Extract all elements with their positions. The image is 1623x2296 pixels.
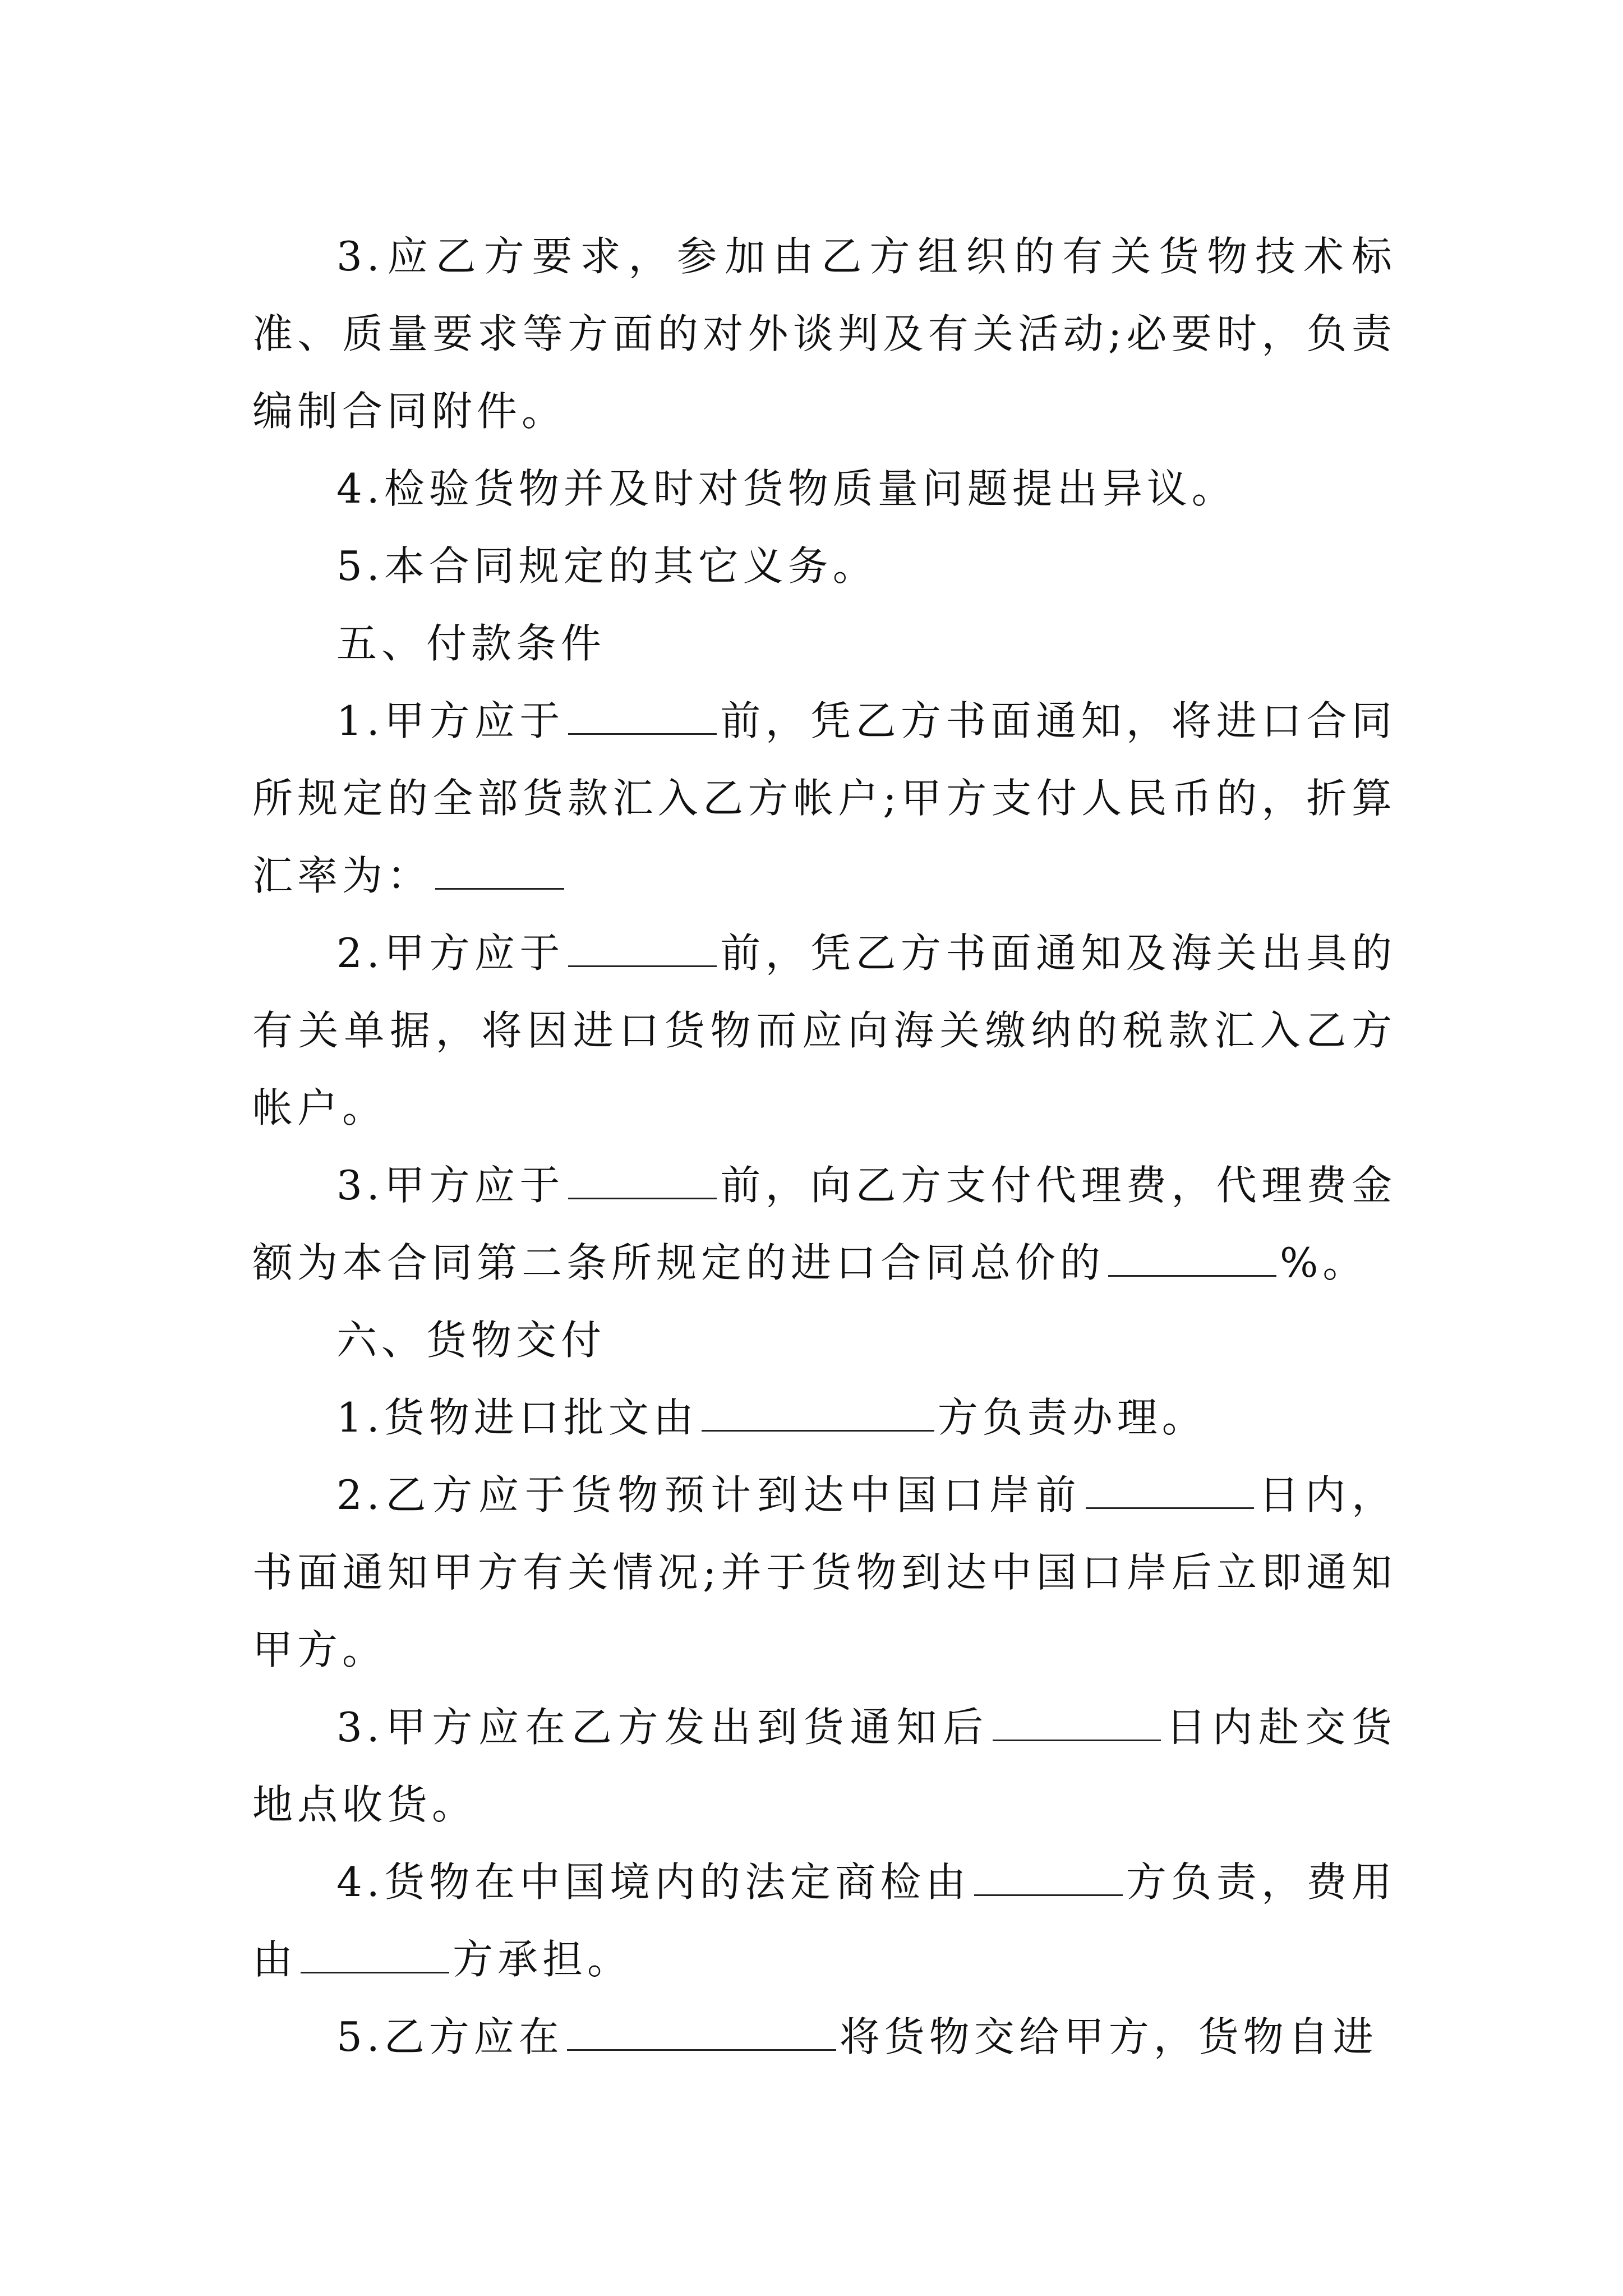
blank-exchange-rate-field[interactable] (435, 849, 564, 890)
paragraph-text: 日内赴交货地点收货。 (252, 1704, 1396, 1828)
paragraph-obligation-5 (252, 527, 1396, 605)
paragraph-text: 1.货物进口批文由 (336, 1394, 698, 1441)
paragraph-delivery-5 (252, 1998, 1396, 2076)
section-heading-goods-delivery (252, 1301, 1396, 1379)
paragraph-text: %。 (1280, 1239, 1368, 1286)
paragraph-payment-3 (252, 1147, 1396, 1301)
paragraph-text: 4.货物在中国境内的法定商检由 (336, 1858, 971, 1906)
paragraph-text: 2.甲方应于 (336, 930, 565, 977)
paragraph-text: 前，凭乙方书面通知，将进口合同所规定的全部货款汇入乙方帐户;甲方支付人民币的，折算汇率为： (252, 697, 1396, 899)
blank-days-field[interactable] (1086, 1468, 1254, 1509)
paragraph-delivery-3 (252, 1688, 1396, 1843)
blank-date-field[interactable] (568, 926, 717, 967)
paragraph-text: 3.甲方应于 (336, 1162, 565, 1209)
paragraph-text: 前，向乙方支付代理费，代理费金额为本合同第二条所规定的进口合同总价的 (252, 1162, 1396, 1286)
blank-party-field[interactable] (974, 1855, 1123, 1896)
blank-delivery-place-field[interactable] (567, 2010, 836, 2051)
paragraph-text: 3.应乙方要求，参加由乙方组织的有关货物技术标准、质量要求等方面的对外谈判及有关活动;必要时，负责编制合同附件。 (252, 233, 1396, 435)
paragraph-delivery-2 (252, 1456, 1396, 1688)
paragraph-text: 4.检验货物并及时对货物质量问题提出异议。 (336, 465, 1237, 512)
blank-party-field[interactable] (702, 1391, 934, 1432)
paragraph-obligation-3 (252, 218, 1396, 450)
paragraph-delivery-1 (252, 1379, 1396, 1456)
blank-party-field[interactable] (301, 1932, 449, 1973)
paragraph-payment-2 (252, 914, 1396, 1147)
section-heading-payment-terms (252, 605, 1396, 682)
paragraph-text: 前，凭乙方书面通知及海关出具的有关单据，将因进口货物而应向海关缴纳的税款汇入乙方帐户。 (252, 930, 1396, 1131)
blank-percentage-field[interactable] (1108, 1236, 1276, 1277)
paragraph-delivery-4 (252, 1843, 1396, 1998)
paragraph-text: 3.甲方应在乙方发出到货通知后 (336, 1704, 989, 1751)
paragraph-text: 2.乙方应于货物预计到达中国口岸前 (336, 1471, 1082, 1519)
section-heading-text: 六、货物交付 (336, 1317, 606, 1364)
paragraph-text: 将货物交给甲方，货物自进 (839, 2013, 1378, 2060)
paragraph-text: 5.乙方应在 (336, 2013, 564, 2060)
paragraph-text: 方负责，费用由 (252, 1858, 1396, 1983)
section-heading-text: 五、付款条件 (336, 620, 606, 667)
paragraph-text: 1.甲方应于 (336, 697, 565, 744)
paragraph-payment-1 (252, 682, 1396, 914)
paragraph-obligation-4 (252, 450, 1396, 527)
blank-days-field[interactable] (993, 1700, 1161, 1741)
blank-date-field[interactable] (568, 694, 717, 735)
paragraph-text: 方承担。 (453, 1936, 633, 1983)
paragraph-text: 5.本合同规定的其它义务。 (336, 542, 878, 590)
blank-date-field[interactable] (568, 1158, 717, 1199)
paragraph-text: 方负责办理。 (937, 1394, 1207, 1441)
paragraph-text: 日内，书面通知甲方有关情况;并于货物到达中国口岸后立即通知甲方。 (252, 1471, 1396, 1673)
contract-text-body (252, 218, 1396, 2076)
